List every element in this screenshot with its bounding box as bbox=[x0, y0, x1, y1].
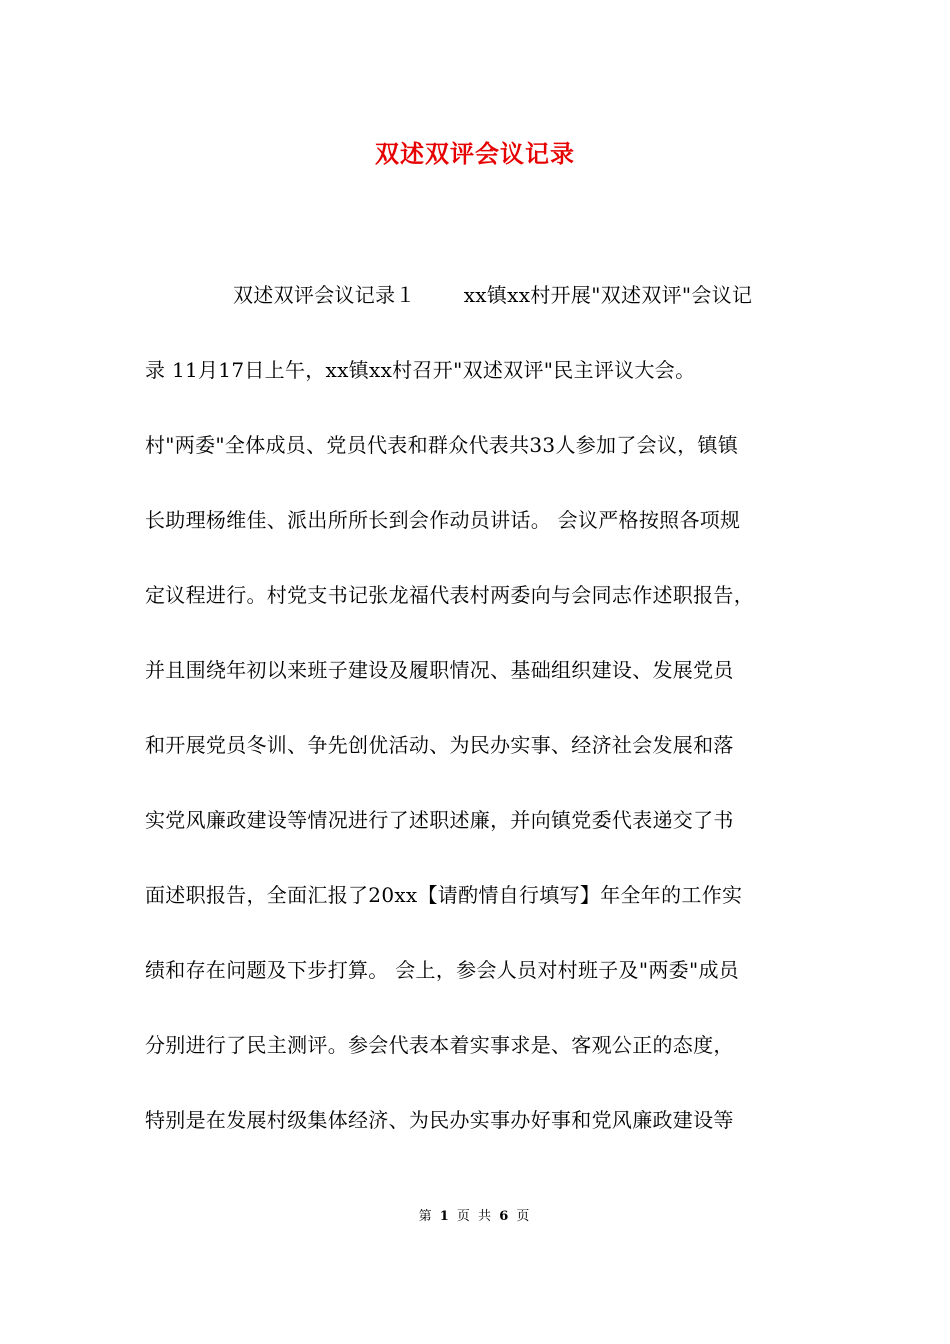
body-line: 村"两委"全体成员、党员代表和群众代表共33人参加了会议，镇镇 bbox=[145, 433, 739, 457]
footer-middle: 页 共 bbox=[456, 1209, 494, 1224]
footer-suffix: 页 bbox=[516, 1209, 532, 1224]
body-line: 特别是在发展村级集体经济、为民办实事办好事和党风廉政建设等 bbox=[145, 1108, 734, 1132]
page-footer bbox=[0, 1207, 950, 1227]
body-line: 录 11月17日上午，xx镇xx村召开"双述双评"民主评议大会。 bbox=[145, 358, 696, 382]
page-title: 双述双评会议记录 bbox=[375, 139, 575, 168]
total-page-count: 6 bbox=[499, 1209, 511, 1224]
body-line-part: xx镇xx村开展"双述双评"会议记 bbox=[463, 283, 753, 307]
body-line: 实党风廉政建设等情况进行了述职述廉，并向镇党委代表递交了书 bbox=[145, 808, 734, 832]
current-page-number: 1 bbox=[439, 1209, 451, 1224]
body-line: 面述职报告，全面汇报了20xx【请酌情自行填写】年全年的工作实 bbox=[145, 883, 743, 907]
body-line bbox=[145, 277, 807, 352]
body-line: 分别进行了民主测评。参会代表本着实事求是、客观公正的态度， bbox=[145, 1033, 734, 1057]
body-line: 并且围绕年初以来班子建设及履职情况、基础组织建设、发展党员 bbox=[145, 658, 734, 682]
body-line: 定议程进行。村党支书记张龙福代表村两委向与会同志作述职报告， bbox=[145, 583, 754, 607]
body-line: 和开展党员冬训、争先创优活动、为民办实事、经济社会发展和落 bbox=[145, 733, 734, 757]
body-line: 绩和存在问题及下步打算。 会上，参会人员对村班子及"两委"成员 bbox=[145, 958, 740, 982]
document-body bbox=[145, 277, 807, 1177]
body-line-part: 双述双评会议记录１ bbox=[233, 283, 416, 307]
body-line: 长助理杨维佳、派出所所长到会作动员讲话。 会议严格按照各项规 bbox=[145, 508, 741, 532]
footer-prefix: 第 bbox=[418, 1209, 434, 1224]
